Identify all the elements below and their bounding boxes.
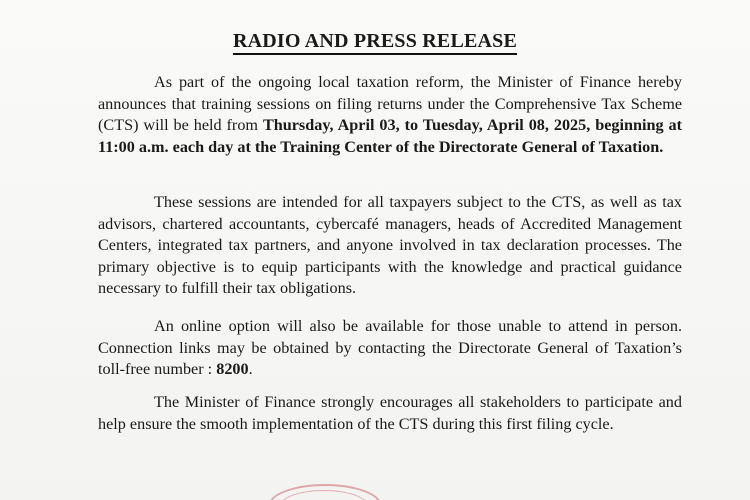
- announcement-dates: Thursday, April 03, to Tuesday, April 08, 2025, beginning at 11:00 a.m. each day at the Training Center of the Directorate General of Taxation.: [98, 116, 683, 156]
- paragraph-online-option: [98, 316, 682, 381]
- announcement-lead: As part of the ongoing local taxation reform, the Minister of Finance hereby announces that training sessions on filing returns under the Comprehensive Tax Scheme (CTS) will be held from: [98, 73, 682, 135]
- paragraph-audience: These sessions are intended for all taxpayers subject to the CTS, as well as tax advisors, chartered accountants, cybercafé managers, heads of Accredited Management Centers, integrated tax partners, and anyone involved in tax declaration processes. The primary objective is to equip participants with the knowledge and practical guidance necessary to fulfill their tax obligations.: [98, 193, 682, 298]
- paragraph-announcement: [98, 72, 682, 158]
- online-option-end: .: [248, 360, 253, 379]
- online-option-lead: An online option will also be available for those unable to attend in person. Connection links may be obtained by contacting the Directorate General of Taxation’s toll-free number :: [98, 317, 682, 379]
- title-text: RADIO AND PRESS RELEASE: [233, 30, 517, 55]
- paragraph-closing: The Minister of Finance strongly encourages all stakeholders to participate and help ensure the smooth implementation of the CTS during this first filing cycle.: [98, 393, 682, 433]
- toll-free-number: 8200: [216, 360, 249, 379]
- page-title: [0, 30, 750, 53]
